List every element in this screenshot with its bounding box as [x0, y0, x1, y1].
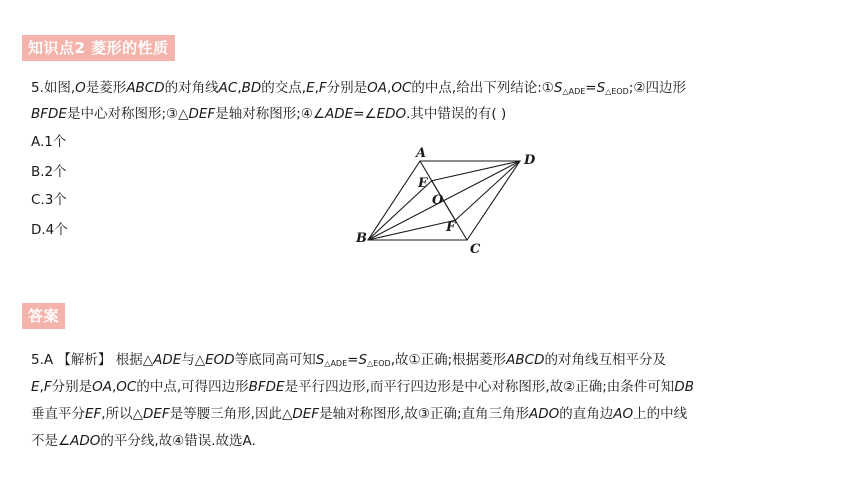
label-a: A	[416, 146, 427, 161]
answer-tag: 答案	[22, 303, 65, 329]
answer-line-1: 5.A 【解析】 根据△ADE与△EOD等底同高可知$S_{\triangle ADE}=S_{\triangle EOD}$,故①正确;根据菱形ABCD的对角线互相平分及	[31, 352, 666, 368]
section-tag: 知识点2 菱形的性质	[22, 35, 175, 61]
answer-line-2: E,F分别是OA,OC的中点,可得四边形BFDE是平行四边形,而平行四边形是中心对称图形,故②正确;由条件可知DB	[31, 379, 694, 395]
option-c: C.3个	[31, 192, 67, 208]
segment-bf	[368, 220, 455, 240]
question-line-1: 5.如图,O是菱形ABCD的对角线AC,BD的交点,E,F分别是OA,OC的中点,给出下列结论$:①S_{\triangle ADE}=S_{\triangle EOD};②$四边形	[31, 80, 686, 96]
label-b: B	[356, 231, 367, 246]
label-c: C	[470, 242, 481, 257]
option-d: D.4个	[31, 222, 68, 238]
segment-ed	[432, 161, 520, 181]
segment-fd	[455, 161, 520, 220]
answer-line-4: 不是∠ADO的平分线,故④错误.故选A.	[31, 433, 256, 449]
rhombus-figure	[350, 145, 540, 260]
label-d: D	[524, 153, 536, 168]
label-e: E	[418, 176, 428, 191]
option-a: A.1个	[31, 134, 67, 150]
label-f: F	[446, 220, 456, 235]
figure-lines	[368, 161, 520, 240]
label-o: O	[432, 193, 444, 208]
answer-line-3: 垂直平分EF,所以△DEF是等腰三角形,因此△DEF是轴对称图形,故③正确;直角三角形ADO的直角边AO上的中线	[31, 406, 688, 422]
question-line-2: BFDE是中心对称图形;③△DEF是轴对称图形;④∠ADE=∠EDO.其中错误的有( )	[31, 106, 507, 122]
option-b: B.2个	[31, 164, 67, 180]
